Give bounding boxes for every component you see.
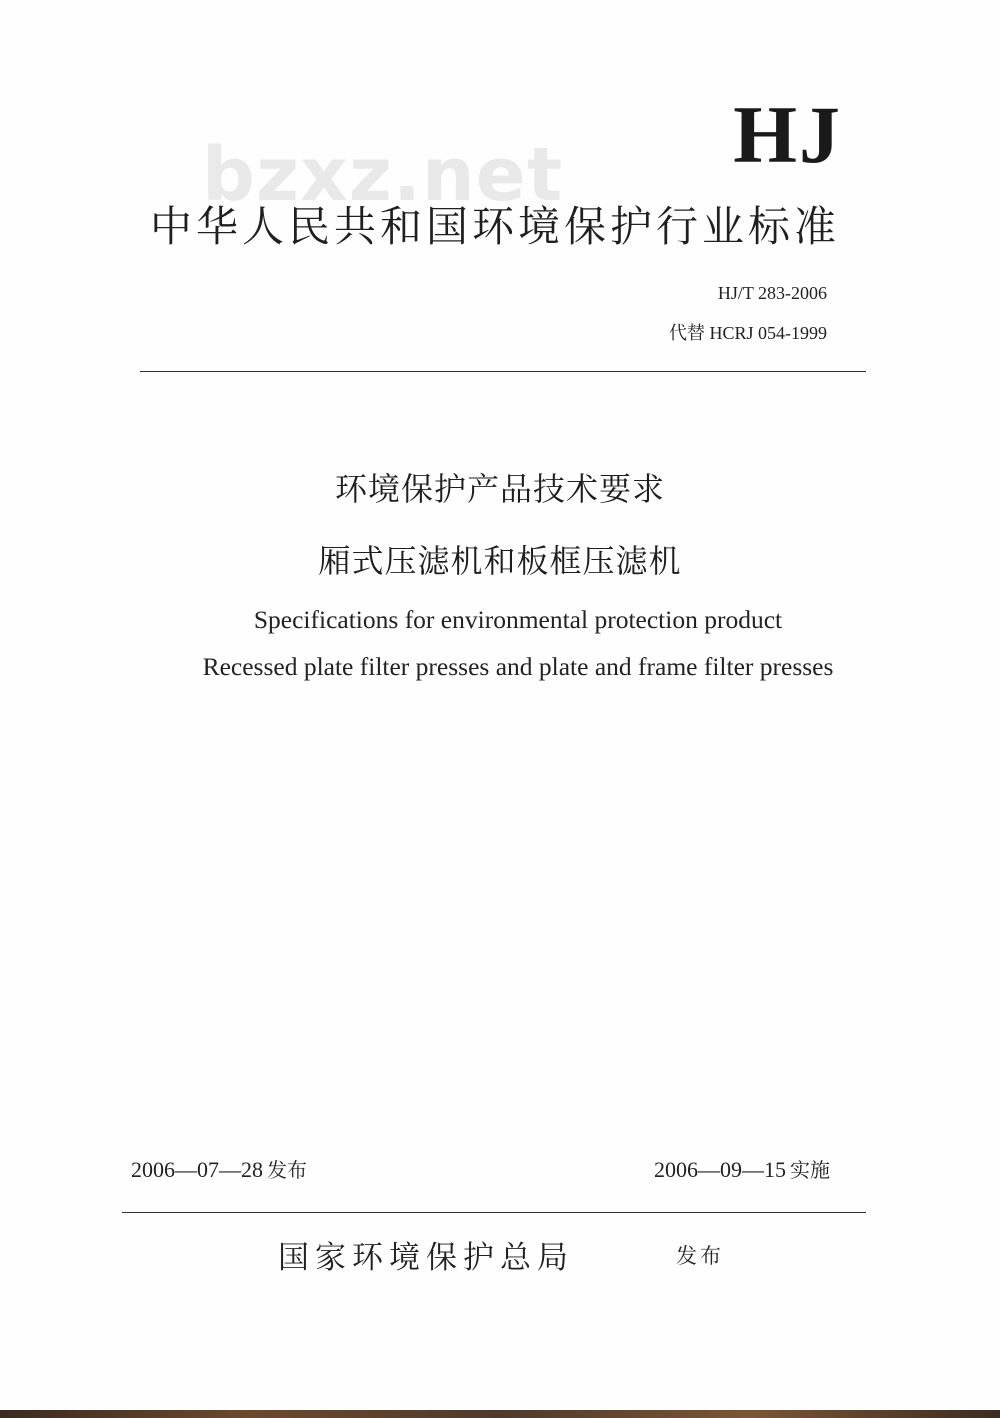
- replaces-code: 代替 HCRJ 054-1999: [668, 323, 827, 343]
- implement-date-block: [654, 1154, 830, 1183]
- title-en-line1: Specifications for environmental protection product: [253, 605, 783, 634]
- bottom-edge-strip: [0, 1410, 1000, 1418]
- title-cn-line2: 厢式压滤机和板框压滤机: [318, 542, 682, 580]
- implement-date: 2006—09—15: [654, 1157, 786, 1182]
- publish-label: 发布: [267, 1158, 307, 1182]
- standard-category-title: 中华人民共和国环境保护行业标准: [149, 202, 840, 251]
- bottom-divider: [122, 1212, 866, 1213]
- top-divider: [140, 371, 866, 372]
- title-cn-line1: 环境保护产品技术要求: [334, 470, 665, 508]
- hj-logo: HJ: [733, 89, 842, 180]
- publish-date: 2006—07—28: [131, 1157, 263, 1182]
- title-en-line2: Recessed plate filter presses and plate and frame filter presses: [202, 652, 834, 681]
- watermark: bzxz.net: [202, 132, 564, 218]
- implement-label: 实施: [790, 1158, 830, 1182]
- issuer-suffix: 发布: [676, 1244, 724, 1268]
- issuer: 国家环境保护总局: [278, 1240, 574, 1276]
- publish-date-block: [131, 1154, 307, 1183]
- standard-code: HJ/T 283-2006: [717, 283, 827, 303]
